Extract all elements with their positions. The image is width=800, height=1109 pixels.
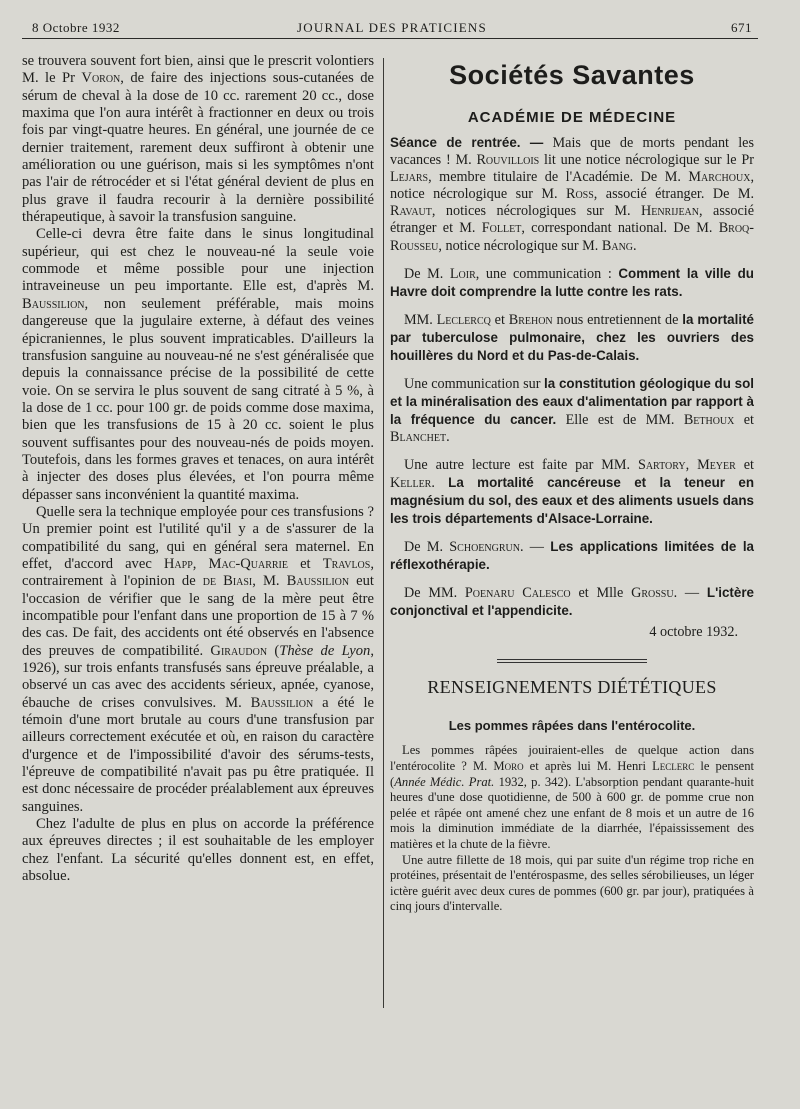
text-run: , notice nécrologique sur M. — [438, 237, 602, 254]
author-name: Keller — [390, 474, 432, 491]
text-run: et — [735, 456, 754, 473]
text-run: et Mlle — [570, 585, 632, 602]
diet-section-title: RENSEIGNEMENTS DIÉTÉTIQUES — [427, 677, 717, 698]
text-run: a été le témoin d'une mort brutale au cours d'une transfusion par ailleurs correctement exécutée et où, en raison du caractère d'urgence et de l'impossibilité d'avoir des sérums-tests, l'épreuve de compatibilité n'avait pas pu être pratiquée. Il est donc nécessaire de procéder préalablement aux épreuves sanguines. — [22, 694, 374, 815]
running-head — [32, 20, 752, 40]
header-rule — [22, 38, 758, 39]
text-run: , membre titulaire de l'Académie. De M. — [428, 169, 689, 186]
author-name: Happ, Mac-Quarrie — [163, 555, 288, 572]
author-name: Blanchet — [390, 429, 447, 446]
author-name: Schoengrun — [449, 538, 520, 555]
section-separator — [497, 659, 647, 663]
issue-date: 8 Octobre 1932 — [32, 20, 120, 35]
left-column — [22, 53, 374, 886]
text-run: Une communication sur — [404, 376, 545, 393]
text-run: , de faire des injections sous-cutanées de sérum de cheval à la dose de 10 cc. rarement 20 cc., dose maxima que l'on aura intérêt à fractionner en deux ou trois fois par vingt-quatre heures. En général, une journée de ce dernier traitement, rarement deux suffiront à obtenir une amélioration ou une guérison, mais si les symptômes n'ont pas l'air de rétrocéder et si l'état général devient de plus en plus grave il faudra recourir à la dernière possibilité thérapeutique, à savoir la transfusion sanguine. — [22, 70, 374, 226]
author-name: Henrijean — [640, 203, 700, 220]
text-run: Celle-ci devra être faite dans le sinus longitudinal supérieur, qui est chez le nouveau-né la seule voie commode et même possible pour une injection intraveineuse un peu importante. Elle est, d'après M. — [22, 226, 374, 295]
report-paragraph — [390, 584, 754, 620]
diet-paragraph — [390, 743, 754, 852]
text-run: , non seulement préférable, mais moins dangereuse que la jugulaire externe, à défaut des veines épicraniennes, le plus souvent impraticables. D'ailleurs la transfusion sanguine au nouveau-né ne s'est généralisée que depuis la connaissance précise de la possibilité de cette voie. On se servira le plus souvent de sang citraté à 5 %, à la dose de 1 cc. pour 100 gr. de poids comme dose maxima, bien que les transfusions de 15 à 20 cc. soient le plus souvent suffisantes pour des nouveau-nés de poids moyen. Toutefois, dans les formes graves et tenaces, on aura intérêt à injecter des doses plus élevées, et l'on pourra même dépasser sans inconvénient la quantité maxima. — [22, 295, 374, 503]
author-name: de Biasi — [202, 573, 253, 590]
report-date: 4 octobre 1932. — [649, 624, 738, 641]
author-name: Ross — [565, 186, 594, 203]
author-name: Baussilion — [286, 573, 350, 590]
text-run: MM. — [404, 311, 437, 328]
text-run: Chez l'adulte de plus en plus on accorde la préférence aux épreuves directes ; il est souhaitable de les employer chez l'enfant. La sécurité qu'elles donnent est, en effet, absolue. — [22, 816, 374, 885]
author-name: Leclerc — [652, 758, 695, 773]
text-run: . — — [519, 538, 551, 555]
academy-title: ACADÉMIE DE MÉDECINE — [467, 109, 677, 126]
text-run: nous entretiennent de — [552, 311, 683, 328]
text-run: et après lui M. Henri — [523, 758, 653, 773]
author-name: Loir — [449, 265, 476, 282]
text-run: le pensent ( — [390, 758, 754, 789]
text-run: , notices nécrologiques sur M. — [431, 203, 641, 220]
author-name: Brehon — [508, 311, 553, 328]
author-name: Baussilion — [250, 694, 314, 711]
section-title: Sociétés Savantes — [449, 60, 695, 90]
left-paragraph-4 — [22, 816, 374, 885]
text-run: , notice nécrologique sur M. — [390, 169, 754, 203]
author-name: Ravaut — [390, 203, 432, 220]
report-paragraph — [390, 311, 754, 365]
text-run: ( — [267, 642, 280, 659]
text-run: et — [288, 555, 323, 572]
text-run: , 1926), sur trois enfants transfusés sans épreuve préalable, a observé un cas avec des accidents sérieux, apnée, cyanose, ébauche de crises convulsives. M. — [22, 642, 375, 711]
diet-paragraph — [390, 853, 754, 915]
author-name: Giraudon — [210, 642, 268, 659]
bold-title: Les applications limitées de la réflexothérapie. — [390, 538, 754, 572]
text-run: , contrairement à l'opinion de — [22, 555, 374, 590]
author-name: Bethoux — [683, 412, 735, 429]
author-name: Follet — [481, 220, 522, 237]
author-name: Moro — [493, 758, 524, 773]
left-paragraph-1 — [22, 53, 374, 226]
text-run: Une autre fillette de 18 mois, qui par suite d'un régime trop riche en protéines, présentait de l'entérospasme, des selles sérobilieuses, un léger ictère guérit avec deux cures de pommes (600 gr. par jour), pratiquées à cinq jours d'intervalle. — [390, 852, 754, 914]
text-run: De M. — [404, 265, 450, 282]
diet-article — [390, 743, 754, 915]
text-run: Quelle sera la technique employée pour ces transfusions ? Un premier point est l'utilité qu'il y a de s'assurer de la compatibilité du sang, qui en général sera maternel. En effet, d'accord avec — [22, 503, 374, 572]
journal-title: JOURNAL DES PRATICIENS — [297, 20, 487, 35]
text-run: , correspondant national. De M. — [521, 220, 719, 237]
text-run: , M. — [252, 573, 287, 590]
column-divider — [383, 58, 384, 1008]
report-paragraph — [390, 134, 754, 255]
author-name: Bang — [601, 237, 634, 254]
text-run: lit une notice nécrologique sur le Pr — [539, 152, 754, 169]
text-run: et — [734, 412, 754, 429]
text-run: Une autre lecture est faite par MM. — [404, 456, 638, 473]
text-run: , associé étranger. De M. — [593, 186, 754, 203]
author-name: Baussilion — [22, 295, 85, 312]
text-run: . — [633, 237, 637, 254]
left-paragraph-3 — [22, 504, 374, 816]
text-run: Les pommes râpées jouiraient-elles de quelque action dans l'entérocolite ? M. — [390, 743, 754, 773]
text-run: De MM. — [404, 585, 465, 602]
author-name: Poenaru Calesco — [464, 585, 571, 602]
text-run: . — — [673, 585, 707, 602]
author-name: Lejars — [390, 169, 429, 186]
bold-title: la mortalité par tuberculose pulmonaire, chez les ouvriers des houillères du Nord et du Pas-de-Calais. — [390, 311, 754, 364]
author-name: Sartory, Meyer — [637, 456, 736, 473]
text-run: . — [446, 429, 450, 446]
author-name: Travlos — [322, 555, 371, 572]
author-name: Voron — [81, 70, 121, 87]
bold-title: Séance de rentrée. — — [390, 135, 544, 150]
author-name: Rouvillois — [476, 152, 540, 169]
author-name: Broq-Rousseu — [390, 220, 754, 254]
right-column — [390, 58, 754, 915]
text-run: , une communication : — [475, 265, 619, 282]
text-run: Elle est de MM. — [556, 412, 684, 429]
author-name: Grossu — [631, 585, 674, 602]
text-run: , associé étranger et M. — [390, 203, 754, 237]
report-paragraph — [390, 538, 754, 574]
report-paragraph — [390, 457, 754, 528]
text-run: Année Médic. Prat. — [394, 774, 495, 789]
bold-title: L'ictère conjonctival et l'appendicite. — [390, 585, 754, 619]
text-run: Thèse de Lyon — [279, 642, 371, 659]
text-run: se trouvera souvent fort bien, ainsi que le prescrit volontiers M. le Pr — [22, 53, 374, 87]
diet-article-title: Les pommes râpées dans l'entérocolite. — [448, 718, 696, 734]
text-run: et — [490, 311, 509, 328]
report-paragraph — [390, 375, 754, 446]
author-name: Marchoux — [688, 169, 751, 186]
text-run: . — [431, 474, 449, 491]
text-run: eut l'occasion de vérifier que le sang de la mère peut être incompatible pour l'enfant dans une proportion de 15 à 7 % des cas. De fait, des accidents ont été observés en l'absence des preuves de compatibilité. — [22, 573, 374, 659]
author-name: Leclercq — [436, 311, 491, 328]
text-run: Mais que de morts pendant les vacances ! M. — [390, 135, 754, 169]
academy-report — [390, 134, 754, 641]
bold-title: Comment la ville du Havre doit comprendre la lutte contre les rats. — [390, 265, 754, 299]
text-run: 1932, p. 342). L'absorption pendant quarante-huit heures d'une dose quotidienne, de 500 à 600 gr. de pomme crue non pelée et râpée ont amené chez une enfant de 8 mois et un autre de 16 mois la diminution immédiate de la diarrhée, l'épaississement des matières et la chute de la fièvre. — [390, 774, 754, 851]
left-paragraph-2 — [22, 226, 374, 504]
bold-title: La mortalité cancéreuse et la teneur en magnésium du sol, des eaux et des aliments usuels dans les trois départements d'Alsace-Lorraine. — [390, 474, 755, 526]
bold-title: la constitution géologique du sol et la minéralisation des eaux d'alimentation par rapport à la fréquence du cancer. — [390, 376, 755, 428]
text-run: De M. — [404, 538, 450, 555]
report-paragraph — [390, 265, 754, 301]
page-number: 671 — [731, 20, 752, 35]
